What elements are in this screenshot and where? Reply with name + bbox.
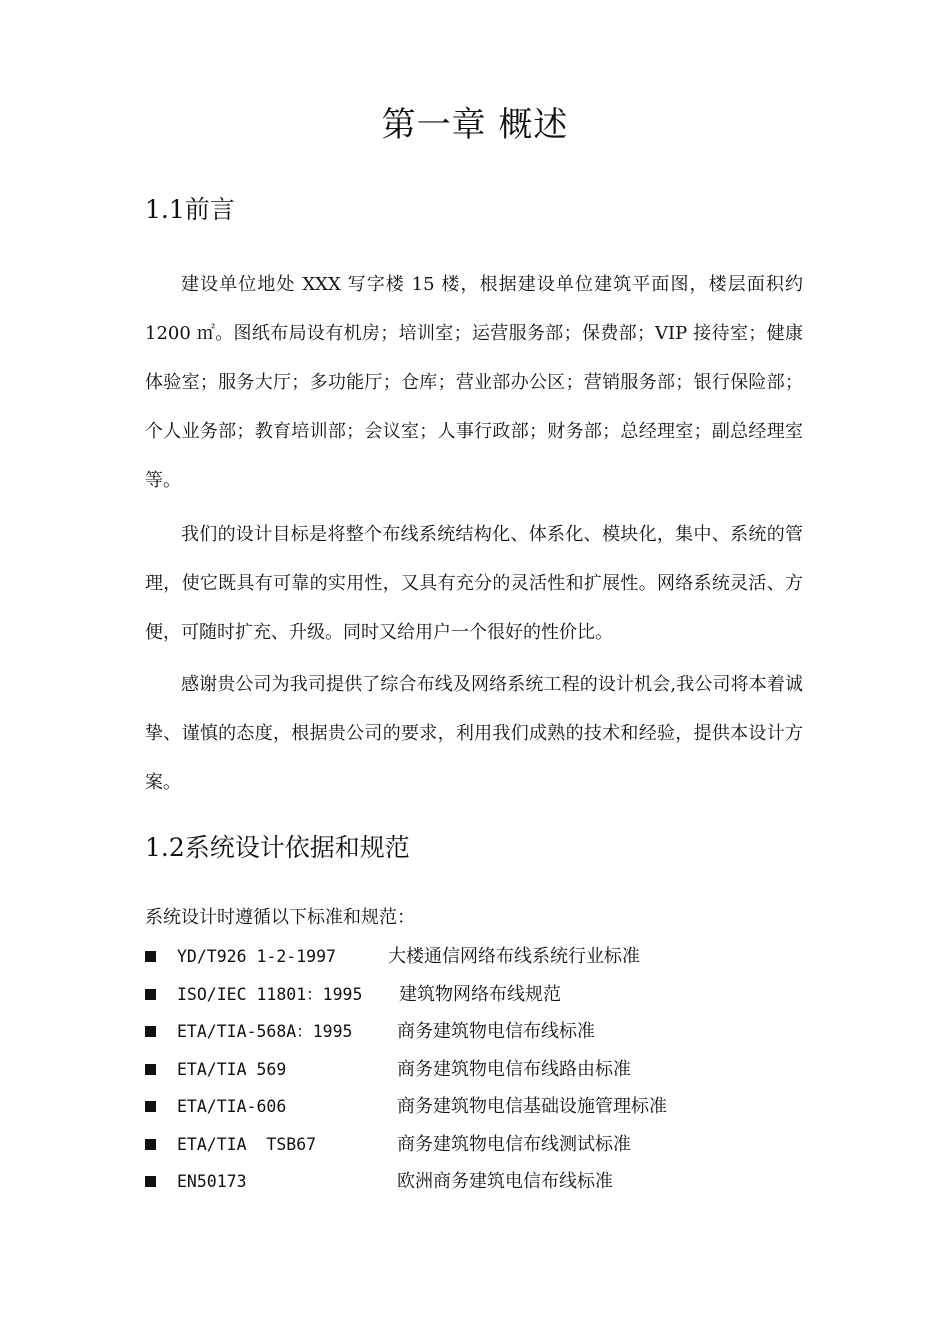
standard-code: ISO/IEC 11801：1995 [177,984,363,1004]
standard-code: EN50173 [177,1172,247,1191]
standard-name: 商务建筑物电信基础设施管理标准 [397,1096,667,1117]
square-bullet-icon [145,951,156,962]
standard-item [145,1126,805,1164]
standard-item [145,938,805,976]
square-bullet-icon [145,1101,156,1112]
paragraph-design-goal: 我们的设计目标是将整个布线系统结构化、体系化、模块化，集中、系统的管理，使它既具有可靠的实用性，又具有充分的灵活性和扩展性。网络系统灵活、方便，可随时扩充、升级。同时又给用户一个很好的性价比。 [145,524,803,643]
square-bullet-icon [145,989,156,1000]
standard-item [145,1051,805,1089]
section-heading-standards: 1.2系统设计依据和规范 [145,833,410,862]
standard-name: 商务建筑物电信布线标准 [397,1021,595,1042]
paragraph-acknowledgement: 感谢贵公司为我司提供了综合布线及网络系统工程的设计机会,我公司将本着诚挚、谨慎的态度，根据贵公司的要求，利用我们成熟的技术和经验，提供本设计方案。 [145,674,803,793]
square-bullet-icon [145,1176,156,1187]
standard-name: 欧洲商务建筑电信布线标准 [397,1171,613,1192]
standard-name: 商务建筑物电信布线路由标准 [397,1058,631,1080]
standard-code: ETA/TIA 569 [177,1059,287,1079]
standard-name: 大楼通信网络布线系统行业标准 [388,946,640,967]
standard-name: 建筑物网络布线规范 [399,983,561,1005]
standard-code: ETA/TIA TSB67 [177,1134,317,1154]
standard-item [145,976,805,1014]
standard-name: 商务建筑物电信布线测试标准 [397,1133,631,1155]
standard-code: ETA/TIA-606 [177,1097,287,1116]
standards-intro: 系统设计时遵循以下标准和规范： [145,907,415,928]
standards-list [145,938,805,1201]
standard-code: YD/T926 1-2-1997 [177,947,336,966]
standard-code: ETA/TIA-568A：1995 [177,1022,353,1041]
square-bullet-icon [145,1026,156,1037]
standard-item [145,1088,805,1126]
standard-item [145,1013,805,1051]
square-bullet-icon [145,1064,156,1075]
paragraph-site-overview: 建设单位地处 XXX 写字楼 15 楼，根据建设单位建筑平面图，楼层面积约 1200 ㎡。图纸布局设有机房；培训室；运营服务部；保费部；VIP 接待室；健康体验室；服务大厅；多功能厅；仓库；营业部办公区；营销服务部；银行保险部；个人业务部；教育培训部；会议室；人事行政部；财务部；总经理室；副总经理室等。 [145,274,803,491]
square-bullet-icon [145,1139,156,1150]
section-heading-preface: 1.1前言 [145,195,235,224]
chapter-title: 第一章 概述 [381,105,569,145]
standard-item [145,1163,805,1201]
